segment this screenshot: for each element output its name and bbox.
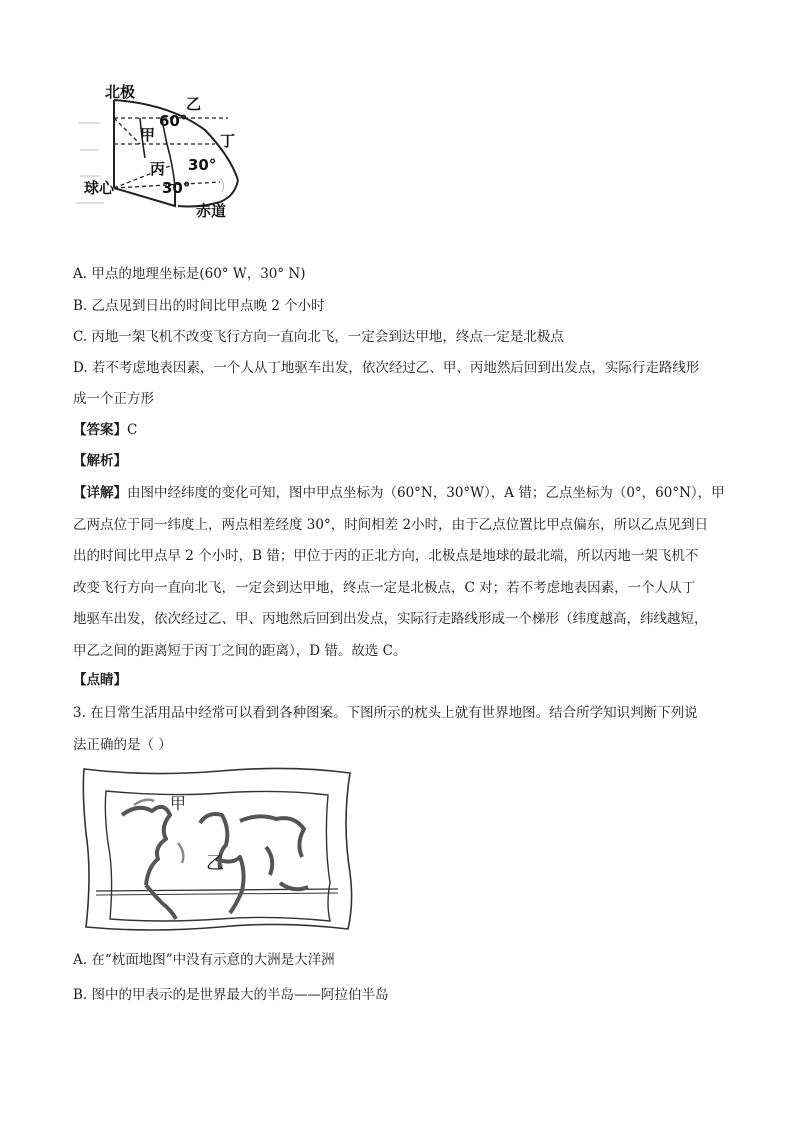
detail-line-6: 甲乙之间的距离短于丙丁之间的距离），D 错。故选 C。 (73, 642, 407, 659)
point-bing-label: 丙 (150, 160, 166, 178)
map-jia-label: 甲 (170, 794, 187, 813)
q2-option-b: B. 乙点见到日出的时间比甲点晚 2 个小时 (73, 298, 325, 314)
map-yi-label: 乙 (206, 853, 224, 874)
point-jia-label: 甲 (140, 126, 156, 144)
analysis-tag: 【解析】 (73, 453, 127, 469)
pillow-world-map (80, 763, 355, 935)
detail-text-1: 由图中经纬度的变化可知，图中甲点坐标为（60°N，30°W），A 错；乙点坐标为（0°，60°N），甲 (127, 485, 725, 501)
detail-paragraph (73, 478, 723, 667)
q3-option-a: A. 在“枕面地图”中没有示意的大洲是大洋洲 (73, 952, 335, 968)
q3-stem-line-2: 法正确的是（ ） (73, 736, 172, 753)
detail-line-3: 出的时间比甲点早 2 个小时，B 错；甲位于丙的正北方向，北极点是地球的最北端，所以丙地一架飞机不 (73, 548, 699, 564)
q2-option-c: C. 丙地一架飞机不改变飞行方向一直向北飞，一定会到达甲地，终点一定是北极点 (73, 329, 564, 345)
key-points-line (73, 670, 127, 690)
angle-60-label: 60° (159, 112, 188, 130)
angle-30-right-label: 30° (188, 156, 217, 174)
lat-long-diagram (70, 78, 250, 223)
q3-option-b: B. 图中的甲表示的是世界最大的半岛——阿拉伯半岛 (73, 987, 389, 1003)
equator-label: 赤道 (196, 202, 227, 220)
point-ding-label: 丁 (220, 132, 236, 150)
detail-line-1 (73, 478, 723, 510)
answer-line (73, 420, 137, 440)
detail-line-5: 地驱车出发，依次经过乙、甲、丙地然后回到出发点，实际行走路线形成一个梯形（纬度越高，纬线越短， (73, 611, 708, 627)
north-pole-label: 北极 (105, 83, 136, 101)
q3-stem-line-1: 3. 在日常生活用品中经常可以看到各种图案。下图所示的枕头上就有世界地图。结合所学知识判断下列说 (73, 705, 698, 721)
key-points-tag: 【点睛】 (73, 672, 127, 688)
angle-30-bottom-label: 30° (162, 179, 191, 197)
q2-option-d: D. 若不考虑地表因素，一个人从丁地驱车出发，依次经过乙、甲、丙地然后回到出发点，实际行走路线形 (73, 360, 700, 376)
analysis-line (73, 451, 127, 471)
q2-option-d-cont: 成一个正方形 (73, 391, 154, 407)
detail-line-2: 乙两点位于同一纬度上，两点相差经度 30°，时间相差 2小时，由于乙点位置比甲点偏东，所以乙点见到日 (73, 516, 709, 533)
earth-center-label: 球心 (84, 179, 115, 197)
answer-value: C (127, 422, 138, 438)
detail-line-4: 改变飞行方向一直向北飞，一定会到达甲地，终点一定是北极点，C 对；若不考虑地表因素，一个人从丁 (73, 579, 696, 596)
point-yi-label: 乙 (186, 95, 202, 113)
detail-tag: 【详解】 (73, 485, 127, 501)
question-3 (73, 698, 723, 761)
q2-option-a: A. 甲点的地理坐标是(60° W，30° N) (73, 266, 306, 282)
answer-tag: 【答案】 (73, 422, 127, 438)
